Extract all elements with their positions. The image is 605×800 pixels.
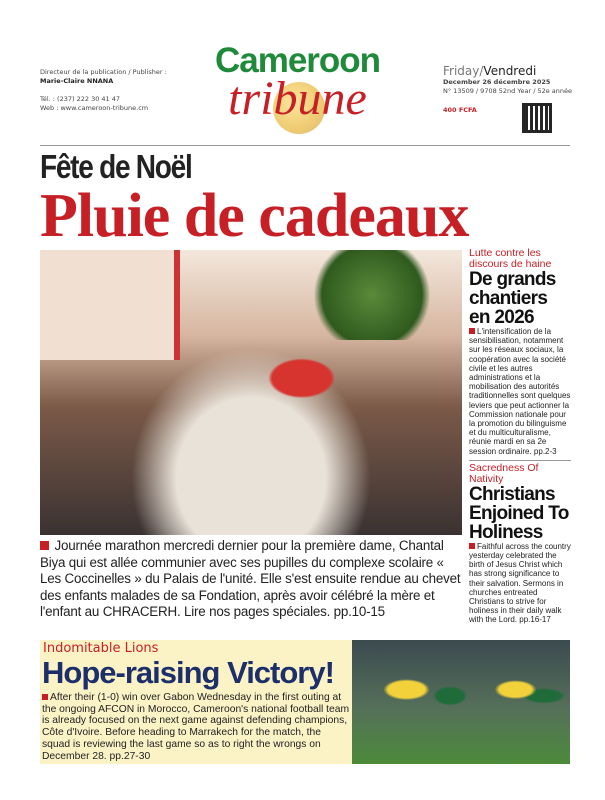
sport-title: Hope-raising Victory!: [42, 655, 334, 690]
lead-caption-block: [40, 538, 465, 621]
story-body: L'intensification de la sensibilisation, notamment sur les réseaux sociaux, la coopération avec la société civile et les autres administrations et la mobilisation des autorités traditionnelles sont quelques leviers que peut actionner la Commission nationale pour la promotion du bilinguisme et du multiculturalisme, réunie mardi en sa 2e session ordinaire. pp.2-3: [469, 327, 571, 456]
lead-photo: [40, 250, 462, 535]
story-body: Faithful across the country yesterday celebrated the birth of Jesus Christ which has strong significance to their salvation. Sermons in churches entreated Christians to strive for holiness in their daily walk with the Lord. pp.16-17: [469, 541, 571, 625]
bullet-icon: [469, 543, 475, 549]
lead-headline: Pluie de cadeaux: [40, 182, 469, 250]
day-en: Friday/: [443, 64, 484, 78]
photo-building: [40, 250, 180, 360]
publisher-info: [40, 68, 210, 113]
sidebar-column: [469, 248, 571, 636]
issue-number: N° 13509 / 9708 52nd Year / 52e année: [443, 87, 573, 95]
sidebar-story-2: [469, 460, 571, 625]
story-title: De grands chantiers en 2026: [469, 269, 556, 328]
date: December 26 décembre 2025: [443, 78, 551, 86]
publisher-label: Directeur de la publication / Publisher :: [40, 68, 167, 76]
price: 400 FCFA: [443, 106, 477, 114]
sidebar-story-1: [469, 248, 571, 456]
bullet-icon: [42, 694, 48, 700]
bullet-icon: [469, 328, 475, 334]
sport-photo: [352, 640, 570, 764]
bullet-icon: [40, 541, 49, 550]
logo-tribune: tribune: [228, 72, 367, 125]
lead-caption: Journée marathon mercredi dernier pour la première dame, Chantal Biya qui est allée communier avec ses pupilles du complexe scolaire « Les Coccinelles » du Palais de l'unité. Elle s'est ensuite rendue au chevet des enfants malades de sa Fondation, après avoir célébré la mère et l'enfant au CHRACERH. Lire nos pages spéciales. pp.10-15: [40, 538, 461, 620]
lead-kicker: Fête de Noël: [40, 148, 192, 185]
story-section: Sacredness Of Nativity: [469, 461, 539, 485]
cameroon-tribune-logo: [205, 42, 390, 142]
date-block: [443, 64, 573, 115]
sport-section: Indomitable Lions: [43, 641, 159, 656]
story-section: Lutte contre les discours de haine: [469, 248, 552, 270]
story-title: Christians Enjoined To Holiness: [469, 483, 569, 543]
photo-tree: [302, 250, 442, 340]
logo-cameroon: Cameroon: [214, 41, 381, 80]
telephone: Tél. : (237) 222 30 41 47: [40, 95, 121, 103]
sport-body: After their (1-0) win over Gabon Wednesday in the first outing at the ongoing AFCON in Morocco, Cameroon's national football team is already focused on the next game against defending champions, Côte d'Ivoire. Before heading to Marrakech for the match, the squad is reviewing the last game so as to right the wrongs on December 28. pp.27-30: [42, 692, 350, 762]
publisher-name: Marie-Claire NNANA: [40, 77, 114, 85]
day-fr: Vendredi: [483, 64, 537, 78]
website: Web : www.cameroon-tribune.cm: [40, 104, 149, 112]
qr-code-icon: [522, 103, 552, 133]
divider: [40, 145, 570, 146]
